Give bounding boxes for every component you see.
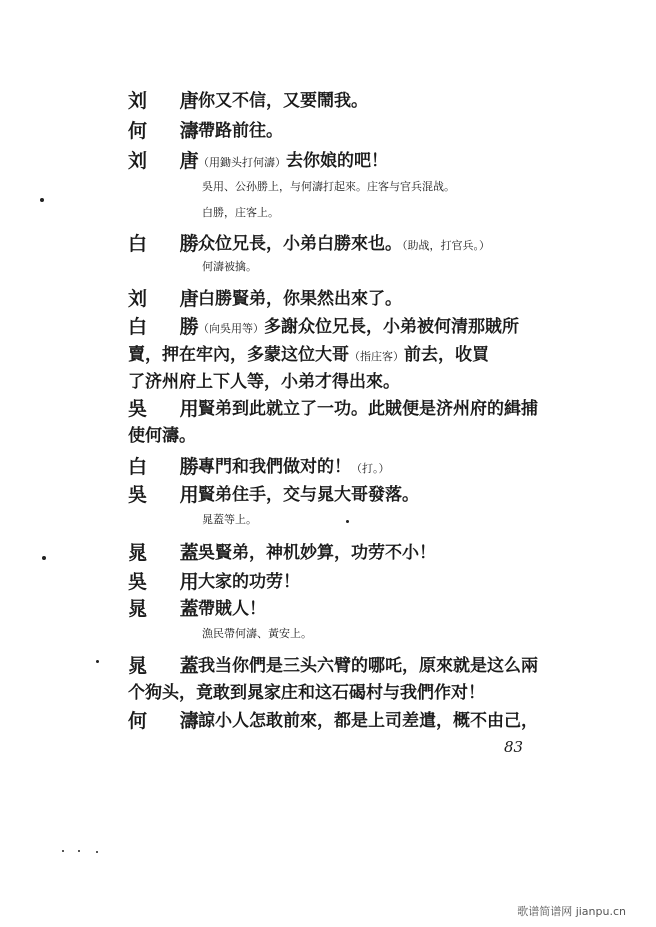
dialogue: （用鋤头打何濤）去你娘的吧！ xyxy=(198,151,388,171)
scan-speck xyxy=(62,850,64,852)
speaker: 白 勝 xyxy=(128,233,212,255)
stage-aside: （向吳用等） xyxy=(198,322,264,335)
dialogue: 大家的功劳！ xyxy=(198,572,300,592)
stage-direction: 晁蓋等上。 xyxy=(202,513,257,526)
stage-aside: （用鋤头打何濤） xyxy=(198,156,286,169)
dialogue: 帶賊人！ xyxy=(198,599,266,619)
dialogue-continuation: 使何濤。 xyxy=(128,426,196,446)
scan-speck xyxy=(96,851,98,853)
dialogue: 众位兄長，小弟白勝來也。（助战，打官兵。） xyxy=(198,234,490,254)
dialogue: 白勝賢弟，你果然出來了。 xyxy=(198,289,402,309)
dialogue-continuation: 个狗头，竟敢到晁家庄和这石碣村与我們作对！ xyxy=(128,683,485,703)
dialogue: 賢弟到此就立了一功。此賊便是济州府的緝捕 xyxy=(198,399,538,419)
dialogue: 你又不信，又要鬧我。 xyxy=(198,91,368,111)
dialogue-continuation: 賣，押在牢內，多蒙这位大哥（指庄客）前去，收買 xyxy=(128,345,489,365)
dialogue: （向吳用等）多謝众位兄長，小弟被何清那賊所 xyxy=(198,317,519,337)
dialogue: 諒小人怎敢前來，都是上司差遣，概不由己， xyxy=(198,711,538,731)
dialogue: 專門和我們做对的！（打。） xyxy=(198,457,390,477)
dialogue-continuation: 了济州府上下人等，小弟才得出來。 xyxy=(128,372,400,392)
scan-speck xyxy=(78,850,80,852)
stage-direction: 何濤被擒。 xyxy=(202,260,257,273)
speaker: 刘 唐 xyxy=(128,150,212,172)
scan-speck xyxy=(96,660,99,663)
scan-speck xyxy=(346,520,349,523)
speaker: 晁 蓋 xyxy=(128,655,212,677)
speaker: 刘 唐 xyxy=(128,90,212,112)
dialogue: 賢弟住手，交与晁大哥發落。 xyxy=(198,485,419,505)
stage-direction: 漁民帶何濤、黃安上。 xyxy=(202,627,312,640)
dialogue: 帶路前往。 xyxy=(198,121,283,141)
speaker: 晁 蓋 xyxy=(128,598,212,620)
speaker: 吳 用 xyxy=(128,484,212,506)
speaker: 晁 蓋 xyxy=(128,542,212,564)
scan-speck xyxy=(40,198,44,202)
speaker: 刘 唐 xyxy=(128,288,212,310)
stage-direction: 白勝，庄客上。 xyxy=(202,206,279,219)
speaker: 何 濤 xyxy=(128,710,212,732)
stage-aside: （打。） xyxy=(351,462,390,475)
speaker: 何 濤 xyxy=(128,120,212,142)
stage-aside: （助战，打官兵。） xyxy=(402,239,490,252)
dialogue: 吳賢弟，神机妙算，功劳不小！ xyxy=(198,543,436,563)
speaker: 白 勝 xyxy=(128,316,212,338)
speaker: 白 勝 xyxy=(128,456,212,478)
dialogue: 我当你們是三头六臂的哪吒，原來就是这么兩 xyxy=(198,656,538,676)
site-watermark: 歌谱简谱网 jianpu.cn xyxy=(517,905,626,918)
speaker: 吳 用 xyxy=(128,398,212,420)
page-number: 83 xyxy=(504,738,524,756)
stage-aside: （指庄客） xyxy=(349,350,404,363)
speaker: 吳 用 xyxy=(128,571,212,593)
stage-direction: 吳用、公孙勝上，与何濤打起來。庄客与官兵混战。 xyxy=(202,180,455,193)
scan-speck xyxy=(42,556,46,560)
